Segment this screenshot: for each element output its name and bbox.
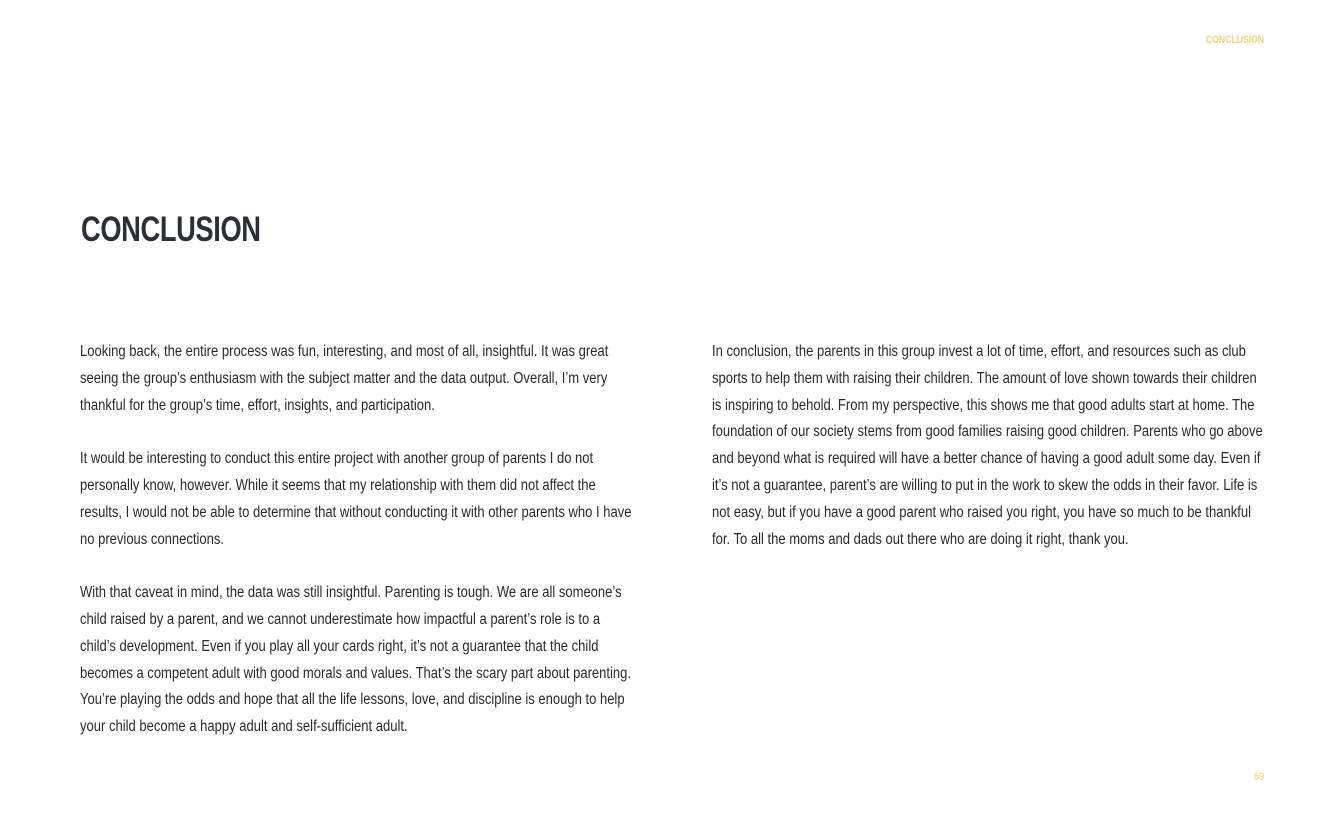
right-column [712, 339, 1268, 580]
left-paragraph-3: With that caveat in mind, the data was still insightful. Parenting is tough. We are all someone’s child raised by a parent, and we cannot underestimate how impactful a parent’s role is to a child’s development. Even if you play all your cards right, it’s not a guarantee that the child becomes a competent adult with good morals and values. That’s the scary part about parenting. You’re playing the odds and hope that all the life lessons, love, and discipline is enough to help your child become a happy adult and self-sufficient adult. [80, 584, 632, 736]
running-header: CONCLUSION [1205, 34, 1264, 46]
page-title: CONCLUSION [81, 210, 261, 249]
right-paragraph-1: In conclusion, the parents in this group invest a lot of time, effort, and resources such as club sports to help them with raising their children. The amount of love shown towards their children is inspiring to behold. From my perspective, this shows me that good adults start at home. The foundation of our society stems from good families raising good children. Parents who go above and beyond what is required will have a better chance of having a good adult some day. Even if it’s not a guarantee, parent’s are willing to put in the work to skew the odds in their favor. Life is not easy, but if you have a good parent who raised you right, you have so much to be thankful for. To all the moms and dads out there who are doing it right, thank you. [712, 343, 1263, 548]
page-number: 69 [1253, 771, 1264, 783]
left-paragraph-1: Looking back, the entire process was fun, interesting, and most of all, insightful. It was great seeing the group’s enthusiasm with the subject matter and the data output. Overall, I’m very thankful for the group’s time, effort, insights, and participation. [80, 343, 609, 414]
left-paragraph-2: It would be interesting to conduct this entire project with another group of parents I do not personally know, however. While it seems that my relationship with them did not affect the results, I would not be able to determine that without conducting it with other parents who I have no previous connections. [80, 450, 632, 548]
left-column [80, 339, 636, 768]
